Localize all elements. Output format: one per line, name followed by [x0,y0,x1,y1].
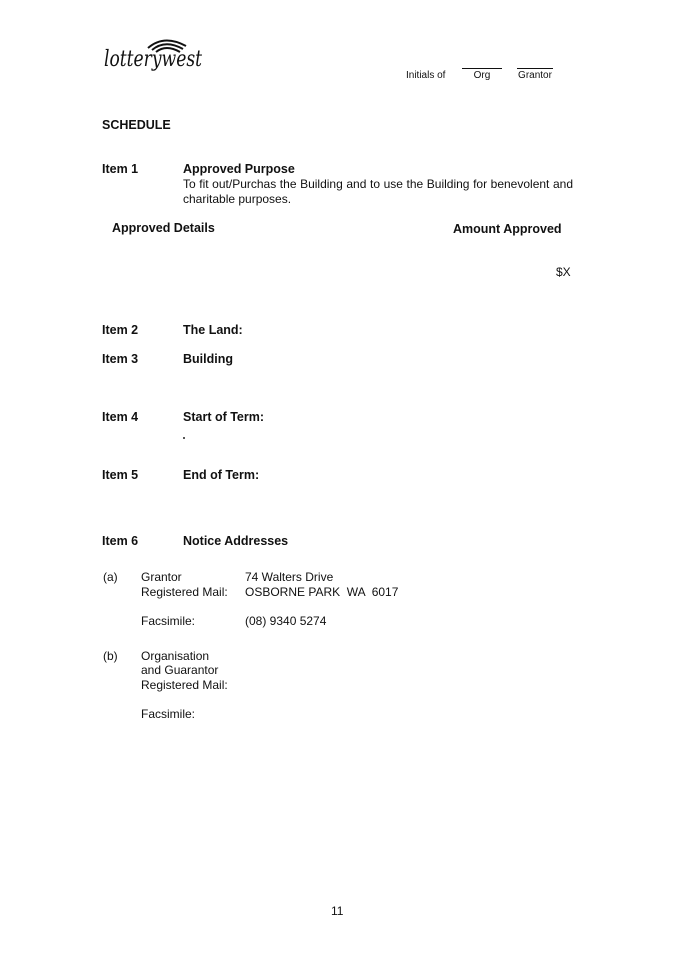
amount-value: $X [556,265,571,279]
lotterywest-logo-graphic [104,34,204,74]
address-b-party-line2: and Guarantor [141,663,219,677]
svg-text:lotterywest: lotterywest [104,47,203,72]
item5-heading: End of Term: [183,468,260,482]
item2-label: Item 2 [102,323,139,337]
page-number: 11 [331,904,344,918]
address-b-fax-label: Facsimile: [141,707,196,721]
initials-org-label: Org [473,70,491,81]
address-a-line1: 74 Walters Drive [245,570,334,584]
initials-org-line [462,68,502,69]
address-b-marker: (b) [103,649,118,663]
amount-approved-label: Amount Approved [453,222,562,236]
address-a-marker: (a) [103,570,118,584]
item4-heading: Start of Term: [183,410,265,424]
item2-heading: The Land: [183,323,243,337]
schedule-title: SCHEDULE [102,118,171,132]
item3-heading: Building [183,352,233,366]
initials-grantor-line [517,68,553,69]
item4-label: Item 4 [102,410,139,424]
address-b-mail-label: Registered Mail: [141,678,228,692]
initials-label: Initials of [406,70,446,81]
lotterywest-logo [104,34,204,74]
item1-label: Item 1 [102,162,139,176]
item5-label: Item 5 [102,468,139,482]
item1-text: To fit out/Purchas the Building and to use the Building for benevolent and charitable purposes. [183,177,573,206]
initials-org-box [462,70,502,81]
item3-label: Item 3 [102,352,139,366]
address-a-line2: OSBORNE PARK WA 6017 [245,585,399,599]
address-a-fax-value: (08) 9340 5274 [245,614,327,628]
initials-grantor-label: Grantor [518,70,552,81]
item6-label: Item 6 [102,534,139,548]
initials-grantor-box [517,70,553,81]
item1-heading: Approved Purpose [183,162,295,176]
approved-details-label: Approved Details [112,221,215,235]
address-a-party: Grantor [141,570,182,584]
address-b-party-line1: Organisation [141,649,210,663]
item6-heading: Notice Addresses [183,534,289,548]
stray-dot [183,437,185,439]
address-a-mail-label: Registered Mail: [141,585,228,599]
address-a-fax-label: Facsimile: [141,614,196,628]
